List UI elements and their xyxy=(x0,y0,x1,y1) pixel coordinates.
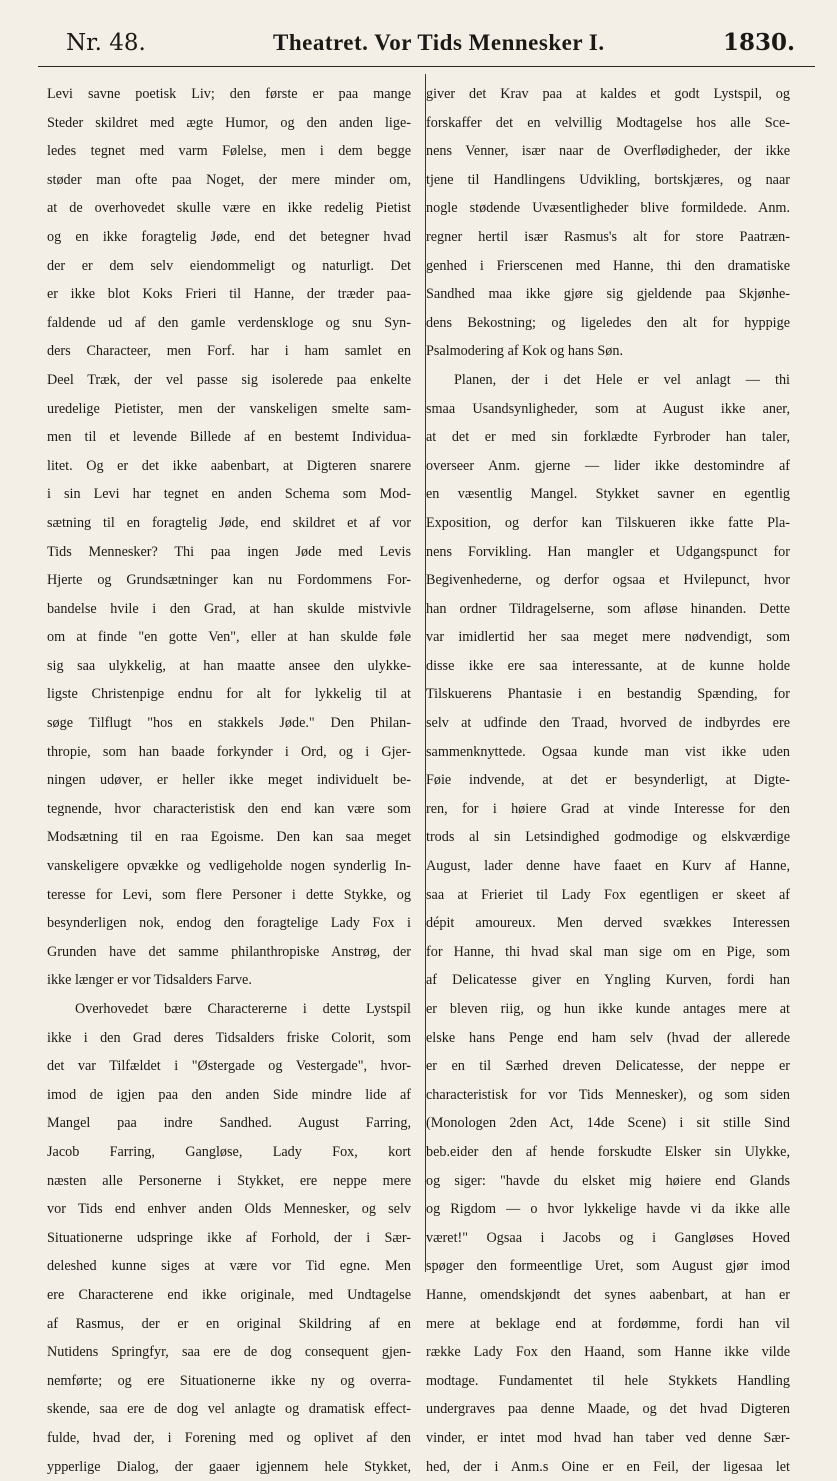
text-line: og siger: "havde du elsket mig høiere end Glands xyxy=(426,1167,790,1196)
text-line: det var Tilfældet i "Østergade og Vestergade", hvor- xyxy=(47,1052,411,1081)
text-line: Deel Træk, der vel passe sig isolerede paa enkelte xyxy=(47,366,411,395)
text-line: for Hanne, thi hvad skal man sige om en Pige, som xyxy=(426,938,790,967)
text-line: nogle stødende Uvæsentligheder blive formildede. Anm. xyxy=(426,194,790,223)
text-line: om at finde "en gotte Ven", eller at han skulde føle xyxy=(47,623,411,652)
text-line: litet. Og er det ikke aabenbart, at Digteren snarere xyxy=(47,452,411,481)
text-line: regner hertil især Rasmus's alt for store Paatræn- xyxy=(426,223,790,252)
issue-number: Nr. 48. xyxy=(66,28,146,58)
text-line: Grunden have det samme philanthropiske Anstrøg, der xyxy=(47,938,411,967)
text-line: er ikke blot Koks Frieri til Hanne, der træder paa- xyxy=(47,280,411,309)
text-line: tegnende, hvor characteristisk den end kan være som xyxy=(47,795,411,824)
text-line: overseer Anm. gjerne — lider ikke destomindre af xyxy=(426,452,790,481)
text-line: ere Characterene end ikke originale, med Undtagelse xyxy=(47,1281,411,1310)
text-line: nens Venner, især naar de Overflødigheder, der ikke xyxy=(426,137,790,166)
text-line: Modsætning til en raa Egoisme. Den kan saa meget xyxy=(47,823,411,852)
text-line: Tilskuerens Phantasie i en bestandig Spænding, for xyxy=(426,680,790,709)
right-column xyxy=(426,80,790,1481)
text-line: Steder skildret med ægte Humor, og den anden lige- xyxy=(47,109,411,138)
text-line: fulde, hvad der, i Forening med og oplivet af den xyxy=(47,1424,411,1453)
text-line: saa at Frieriet til Lady Fox egentligen er skeet af xyxy=(426,881,790,910)
text-line: Planen, der i det Hele er vel anlagt — thi xyxy=(426,366,790,395)
text-line: Tids Mennesker? Thi paa ingen Jøde med Levis xyxy=(47,538,411,567)
text-line: er bleven riig, og hun ikke kunde antages mere at xyxy=(426,995,790,1024)
text-line: vinder, er intet mod hvad han taber ved denne Sær- xyxy=(426,1424,790,1453)
text-line: Hanne, omendskjøndt det synes aabenbart, at han er xyxy=(426,1281,790,1310)
text-line: dépit amoureux. Men derved svækkes Interessen xyxy=(426,909,790,938)
text-line: besynderligen nok, endog den foragtelige Lady Fox i xyxy=(47,909,411,938)
text-line: ledes tegnet med varm Følelse, men i dem begge xyxy=(47,137,411,166)
text-line: spøger den formeentlige Uret, som August gjør imod xyxy=(426,1252,790,1281)
text-line: ypperlige Dialog, der gaaer igjennem hele Stykket, xyxy=(47,1453,411,1481)
text-line: beb.eider den af hende forskudte Elsker sin Ulykke, xyxy=(426,1138,790,1167)
text-line: Jacob Farring, Gangløse, Lady Fox, kort xyxy=(47,1138,411,1167)
text-line: deleshed kunne siges at være vor Tid egne. Men xyxy=(47,1252,411,1281)
text-line: selv at udfinde den Traad, hvorved de indbyrdes ere xyxy=(426,709,790,738)
text-line: Begivenhederne, og derfor ogsaa et Hvilepunct, hvor xyxy=(426,566,790,595)
text-line: af Rasmus, der er en original Skildring af en xyxy=(47,1310,411,1339)
text-line: Sandhed maa ikke gjøre sig gjeldende paa Skjønhe- xyxy=(426,280,790,309)
text-line: at de overhovedet skulle være en ikke redelig Pietist xyxy=(47,194,411,223)
text-line: genhed i Frierscenen med Hanne, thi den dramatiske xyxy=(426,252,790,281)
text-line: Exposition, og derfor kan Tilskueren ikke fatte Pla- xyxy=(426,509,790,538)
text-line: ikke længer er vor Tidsalders Farve. xyxy=(47,966,411,995)
text-line: forskaffer det en velvillig Modtagelse hos alle Sce- xyxy=(426,109,790,138)
text-line: er en til Særhed dreven Delicatesse, der neppe er xyxy=(426,1052,790,1081)
text-line: ningen udøver, er heller ikke meget individuelt be- xyxy=(47,766,411,795)
text-line: han ordner Tildragelserne, som afløse hinanden. Dette xyxy=(426,595,790,624)
text-line: (Monologen 2den Act, 14de Scene) i sit stille Sind xyxy=(426,1109,790,1138)
text-line: nemførte; og ere Situationerne ikke ny og overra- xyxy=(47,1367,411,1396)
text-line: og en ikke foragtelig Jøde, end det betegner hvad xyxy=(47,223,411,252)
left-column xyxy=(47,80,411,1481)
text-line: Psalmodering af Kok og hans Søn. xyxy=(426,337,790,366)
text-line: ligste Christenpige endnu for alt for lykkelig til at xyxy=(47,680,411,709)
text-line: vor Tids end enhver anden Olds Mennesker, og selv xyxy=(47,1195,411,1224)
text-line: i sin Levi har tegnet en anden Schema som Mod- xyxy=(47,480,411,509)
text-line: og Rigdom — o hvor lykkelige havde vi da ikke alle xyxy=(426,1195,790,1224)
text-line: characteristisk for vor Tids Mennesker), og som siden xyxy=(426,1081,790,1110)
text-line: imod de igjen paa den anden Side mindre lide af xyxy=(47,1081,411,1110)
year: 1830. xyxy=(723,28,795,58)
header-rule xyxy=(38,66,815,67)
text-line: støder man ofte paa Noget, der mere minder om, xyxy=(47,166,411,195)
text-line: disse ikke ere saa interessante, at de kunne holde xyxy=(426,652,790,681)
text-line: at det er med sin forklædte Fyrbroder han taler, xyxy=(426,423,790,452)
text-line: August, lader denne have faaet en Kurv af Hanne, xyxy=(426,852,790,881)
text-line: sætning til en foragtelig Jøde, end skildret et af vor xyxy=(47,509,411,538)
text-line: nens Forvikling. Han mangler et Udgangspunct for xyxy=(426,538,790,567)
text-line: faldende ud af den gamle verdenskloge og snu Syn- xyxy=(47,309,411,338)
text-line: Mangel paa indre Sandhed. August Farring, xyxy=(47,1109,411,1138)
text-line: vanskeligere opvække og vedligeholde nogen synderlig In- xyxy=(47,852,411,881)
text-line: søge Tilflugt "hos en stakkels Jøde." Den Philan- xyxy=(47,709,411,738)
text-line: dens Bekostning; og ligeledes den alt for hyppige xyxy=(426,309,790,338)
text-line: ren, for i høiere Grad at vinde Interesse for den xyxy=(426,795,790,824)
text-line: hed, der i Anm.s Oine er en Feil, der ligesaa let xyxy=(426,1453,790,1481)
text-line: sammenknyttede. Ogsaa kunde man vist ikke uden xyxy=(426,738,790,767)
text-line: Levi savne poetisk Liv; den første er paa mange xyxy=(47,80,411,109)
text-line: thropie, som han baade forkynder i Ord, og i Gjer- xyxy=(47,738,411,767)
text-line: mere at beklage end at fordømme, fordi han vil xyxy=(426,1310,790,1339)
text-line: undergraves paa denne Maade, og det hvad Digteren xyxy=(426,1395,790,1424)
text-line: Situationerne udspringe ikke af Forhold, der i Sær- xyxy=(47,1224,411,1253)
text-line: uredelige Pietister, men der vanskeligen smelte sam- xyxy=(47,395,411,424)
text-line: Føie indvende, at det er besynderligt, at Digte- xyxy=(426,766,790,795)
text-line: trods al sin Letsindighed godmodige og elskværdige xyxy=(426,823,790,852)
text-line: der er dem selv eiendommeligt og naturligt. Det xyxy=(47,252,411,281)
text-line: af Delicatesse giver en Yngling Kurven, fordi han xyxy=(426,966,790,995)
running-title: Theatret. Vor Tids Mennesker I. xyxy=(273,28,605,58)
text-line: teresse for Levi, som flere Personer i dette Stykke, og xyxy=(47,881,411,910)
page-header xyxy=(38,18,815,68)
text-line: bandelse hvile i den Grad, at han skulde mistvivle xyxy=(47,595,411,624)
text-line: række Lady Fox den Haand, som Hanne ikke vilde xyxy=(426,1338,790,1367)
text-line: sig saa ulykkelig, at han maatte ansee den ulykke- xyxy=(47,652,411,681)
text-line: men til et levende Billede af en bestemt Individua- xyxy=(47,423,411,452)
text-line: var imidlertid her saa meget mere nødvendigt, som xyxy=(426,623,790,652)
text-line: giver det Krav paa at kaldes et godt Lystspil, og xyxy=(426,80,790,109)
text-line: Overhovedet bære Charactererne i dette Lystspil xyxy=(47,995,411,1024)
text-line: ders Characteer, men Forf. har i ham samlet en xyxy=(47,337,411,366)
text-line: ikke i den Grad deres Tidsalders friske Colorit, som xyxy=(47,1024,411,1053)
text-line: en væsentlig Mangel. Stykket savner en egentlig xyxy=(426,480,790,509)
text-line: næsten alle Personerne i Stykket, ere neppe mere xyxy=(47,1167,411,1196)
text-line: Nutidens Springfyr, saa ere de dog consequent gjen- xyxy=(47,1338,411,1367)
text-line: tjene til Handlingens Udvikling, bortskjæres, og naar xyxy=(426,166,790,195)
text-line: elske hans Penge end ham selv (hvad der allerede xyxy=(426,1024,790,1053)
text-line: Hjerte og Grundsætninger kan nu Fordommens For- xyxy=(47,566,411,595)
text-line: smaa Usandsynligheder, som at August ikke aner, xyxy=(426,395,790,424)
text-line: været!" Ogsaa i Jacobs og i Gangløses Hoved xyxy=(426,1224,790,1253)
text-line: modtage. Fundamentet til hele Stykkets Handling xyxy=(426,1367,790,1396)
text-line: skende, saa ere de dog vel anlagte og dramatisk effect- xyxy=(47,1395,411,1424)
